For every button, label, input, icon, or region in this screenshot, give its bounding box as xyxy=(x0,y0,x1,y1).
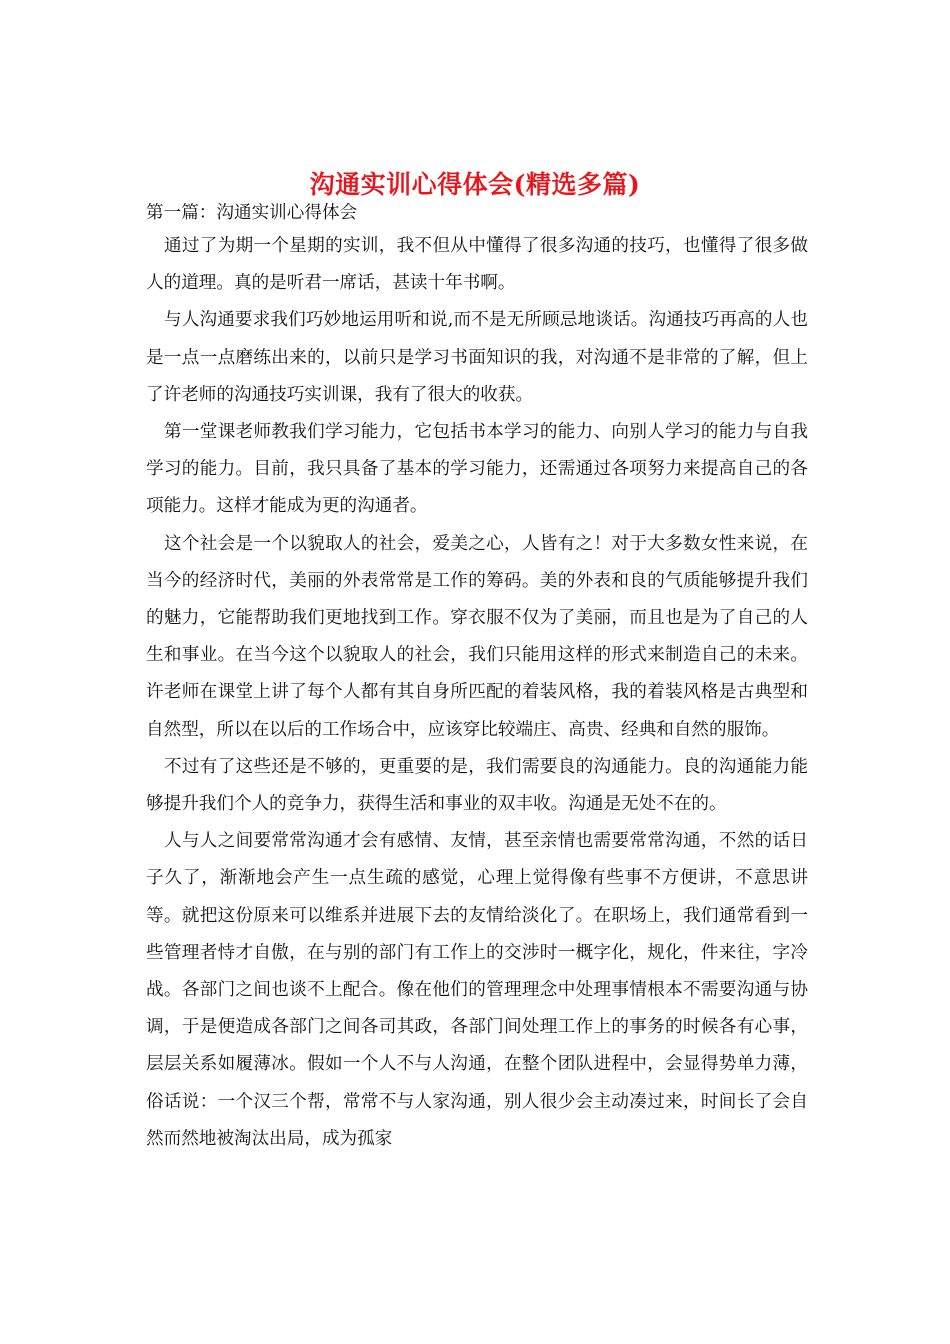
paragraph-2: 与人沟通要求我们巧妙地运用听和说,而不是无所顾忌地谈话。沟通技巧再高的人也是一点一点磨练出来的，以前只是学习书面知识的我，对沟通不是非常的了解，但上了许老师的沟通技巧实训课，我有了很大的收获。 xyxy=(146,310,808,405)
paragraph-5: 不过有了这些还是不够的，更重要的是，我们需要良的沟通能力。良的沟通能力能够提升我们个人的竞争力，获得生活和事业的双丰收。沟通是无处不在的。 xyxy=(146,756,808,815)
paragraph-3: 第一堂课老师教我们学习能力，它包括书本学习的能力、向别人学习的能力与自我学习的能力。目前，我只具备了基本的学习能力，还需通过各项努力来提高自己的各项能力。这样才能成为更的沟通者。 xyxy=(146,422,808,517)
paragraph-1: 通过了为期一个星期的实训，我不但从中懂得了很多沟通的技巧，也懂得了很多做人的道理。真的是听君一席话，甚读十年书啊。 xyxy=(146,236,808,294)
section-heading: 第一篇：沟通实训心得体会 xyxy=(146,203,358,223)
document-body xyxy=(146,198,808,1158)
document-title: 沟通实训心得体会(精选多篇) xyxy=(309,169,641,199)
paragraph-6: 人与人之间要常常沟通才会有感情、友情，甚至亲情也需要常常沟通，不然的话日子久了，渐渐地会产生一点生疏的感觉，心理上觉得像有些事不方便讲，不意思讲等。就把这份原来可以维系并进展下去的友情给淡化了。在职场上，我们通常看到一些管理者恃才自傲，在与别的部门有工作上的交涉时一概字化，规化，件来往，字冷战。各部门之间也谈不上配合。像在他们的管理理念中处理事情根本不需要沟通与协调，于是便造成各部门之间各司其政，各部门间处理工作上的事务的时候各有心事，层层关系如履薄冰。假如一个人不与人沟通，在整个团队进程中，会显得势单力薄，俗话说：一个汉三个帮，常常不与人家沟通，别人很少会主动凑过来，时间长了会自然而然地被淘汰出局，成为孤家 xyxy=(146,831,808,1149)
paragraph-4: 这个社会是一个以貌取人的社会，爱美之心，人皆有之！对于大多数女性来说，在当今的经济时代，美丽的外表常常是工作的筹码。美的外表和良的气质能够提升我们的魅力，它能帮助我们更地找到工作。穿衣服不仅为了美丽，而且也是为了自己的人生和事业。在当今这个以貌取人的社会，我们只能用这样的形式来制造自己的未来。许老师在课堂上讲了每个人都有其自身所匹配的着装风格，我的着装风格是古典型和自然型，所以在以后的工作场合中，应该穿比较端庄、高贵、经典和自然的服饰。 xyxy=(146,533,808,740)
